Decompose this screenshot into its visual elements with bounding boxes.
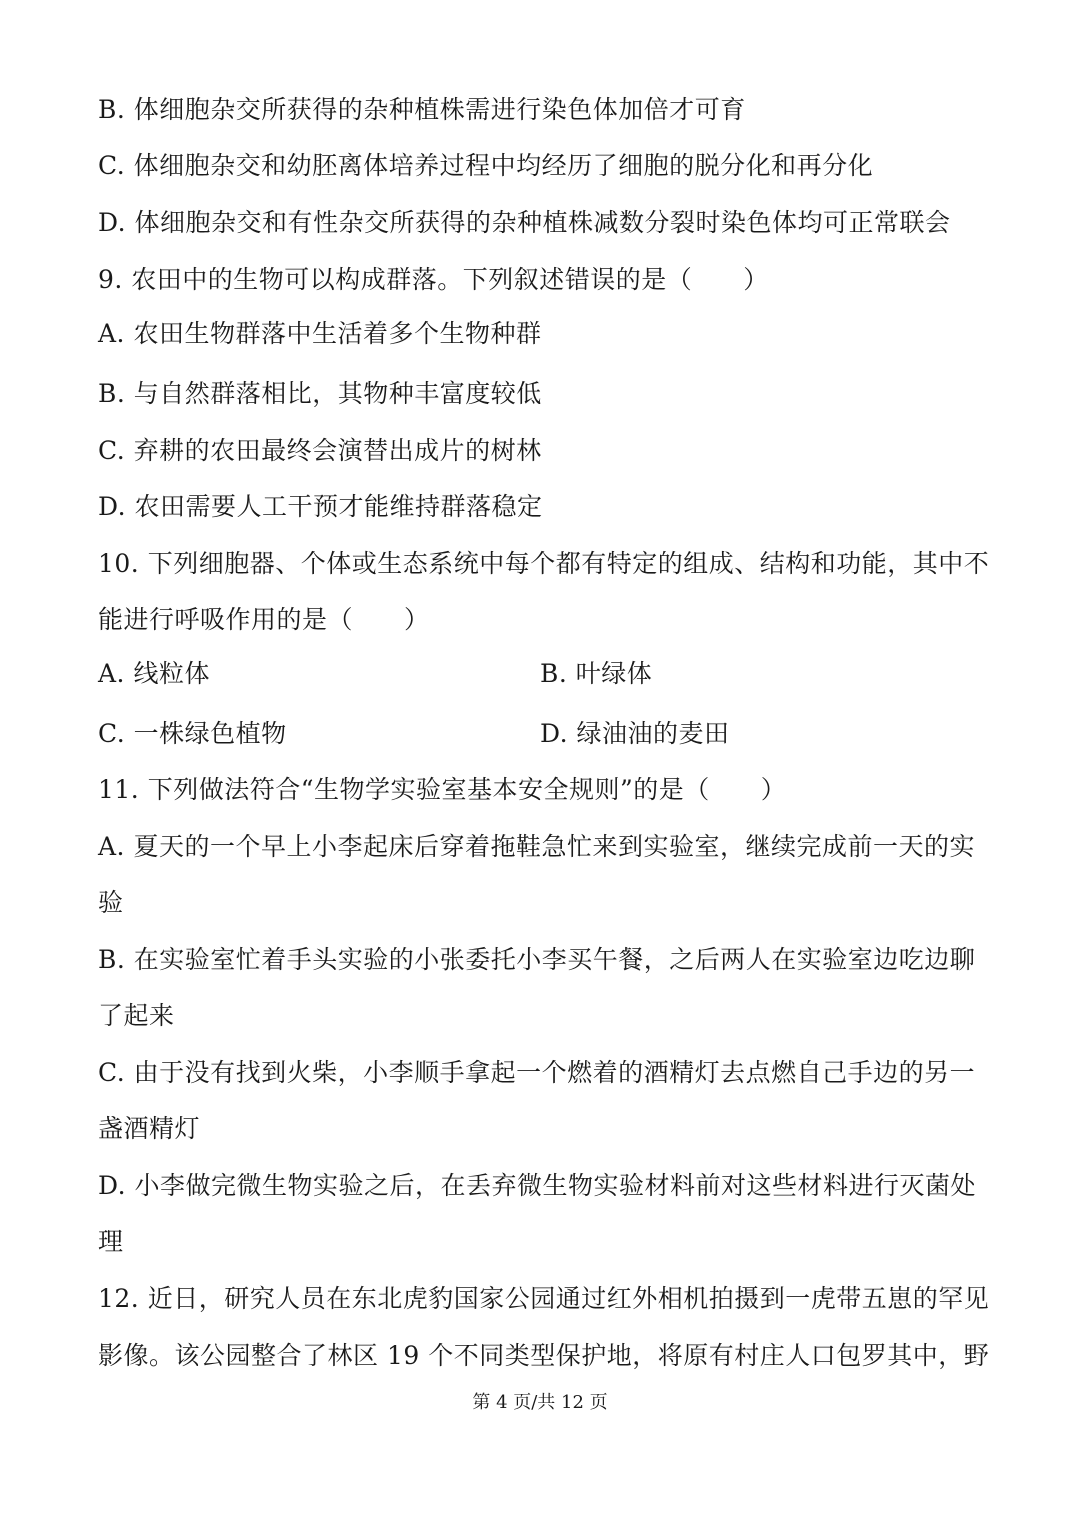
q11-option-c-line-2: 盏酒精灯 — [98, 1114, 201, 1143]
q11-stem: 11. 下列做法符合“生物学实验室基本安全规则”的是（ ） — [98, 775, 787, 804]
q10-stem-line-2: 能进行呼吸作用的是（ ） — [98, 605, 430, 634]
q8-option-c: C. 体细胞杂交和幼胚离体培养过程中均经历了细胞的脱分化和再分化 — [98, 151, 874, 180]
q10-option-b: B. 叶绿体 — [540, 659, 653, 688]
q11-option-a-line-2: 验 — [98, 888, 124, 917]
q11-option-d-line-2: 理 — [98, 1227, 124, 1256]
q10-option-d: D. 绿油油的麦田 — [540, 719, 730, 748]
q12-stem-line-1: 12. 近日，研究人员在东北虎豹国家公园通过红外相机拍摄到一虎带五崽的罕见 — [98, 1284, 990, 1313]
q9-option-d: D. 农田需要人工干预才能维持群落稳定 — [98, 492, 543, 521]
q10-stem-line-1: 10. 下列细胞器、个体或生态系统中每个都有特定的组成、结构和功能，其中不 — [98, 549, 990, 578]
q9-stem: 9. 农田中的生物可以构成群落。下列叙述错误的是（ ） — [98, 265, 769, 294]
q11-option-a-line-1: A. 夏天的一个早上小李起床后穿着拖鞋急忙来到实验室，继续完成前一天的实 — [98, 832, 975, 861]
q9-option-b: B. 与自然群落相比，其物种丰富度较低 — [98, 379, 542, 408]
q10-option-a: A. 线粒体 — [98, 659, 210, 688]
q9-option-a: A. 农田生物群落中生活着多个生物种群 — [98, 319, 542, 348]
q8-option-b: B. 体细胞杂交所获得的杂种植株需进行染色体加倍才可育 — [98, 95, 746, 124]
q11-option-d-line-1: D. 小李做完微生物实验之后，在丢弃微生物实验材料前对这些材料进行灭菌处 — [98, 1171, 977, 1200]
q8-option-d: D. 体细胞杂交和有性杂交所获得的杂种植株减数分裂时染色体均可正常联会 — [98, 208, 951, 237]
q12-stem-line-2: 影像。该公园整合了林区 19 个不同类型保护地，将原有村庄人口包罗其中，野 — [98, 1341, 990, 1370]
q11-option-b-line-1: B. 在实验室忙着手头实验的小张委托小李买午餐，之后两人在实验室边吃边聊 — [98, 945, 976, 974]
page-number-footer: 第 4 页/共 12 页 — [472, 1392, 608, 1413]
q11-option-c-line-1: C. 由于没有找到火柴，小李顺手拿起一个燃着的酒精灯去点燃自己手边的另一 — [98, 1058, 976, 1087]
q9-option-c: C. 弃耕的农田最终会演替出成片的树林 — [98, 436, 542, 465]
q11-option-b-line-2: 了起来 — [98, 1001, 175, 1030]
q10-option-c: C. 一株绿色植物 — [98, 719, 287, 748]
